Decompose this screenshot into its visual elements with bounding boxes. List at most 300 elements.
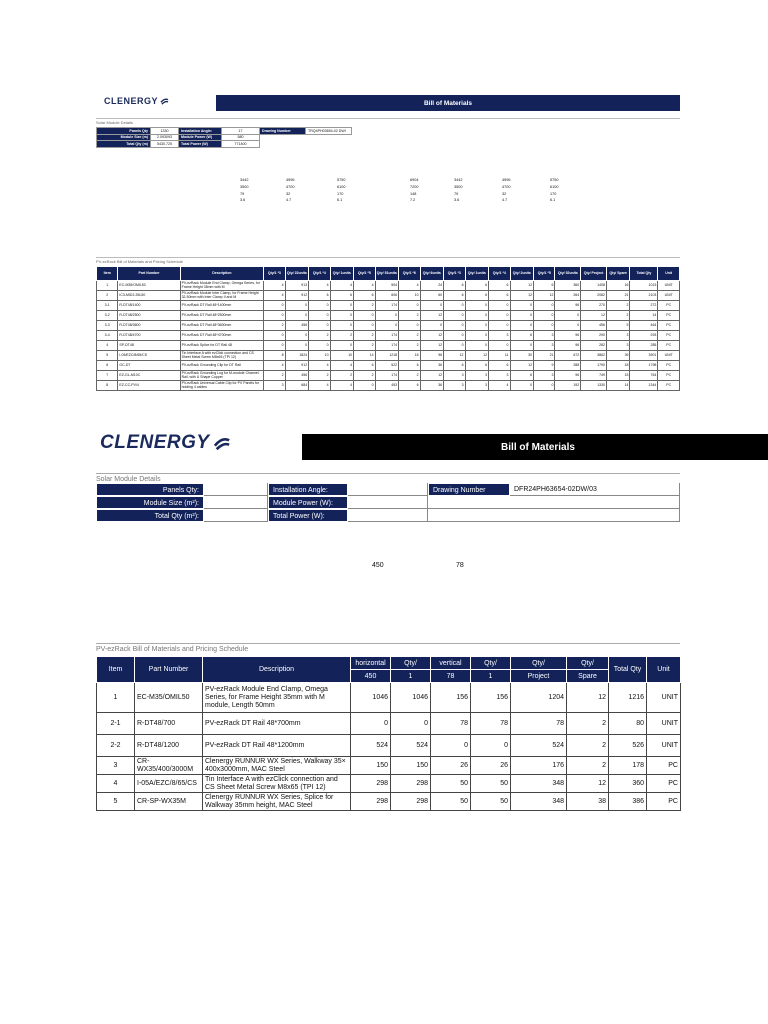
- column-header: Qty/1 *3: [444, 267, 465, 281]
- table-cell: 3901: [630, 351, 658, 361]
- table-cell: 6: [354, 361, 375, 371]
- table-cell: 2: [354, 341, 375, 351]
- table-cell: EC-M35/OMIL50: [118, 281, 180, 291]
- table-cell: 0: [555, 321, 581, 331]
- table-cell: 0: [420, 301, 444, 311]
- drawing-number-value: DFR24PH63654-02DW/03: [510, 483, 680, 496]
- table-cell: 672: [555, 351, 581, 361]
- table-cell: 6: [399, 381, 420, 391]
- table-cell: 12: [444, 351, 465, 361]
- table-cell: 0: [534, 301, 555, 311]
- table-cell: 4: [309, 281, 330, 291]
- value-cell: 4700: [286, 184, 295, 189]
- column-subheader: 1: [391, 670, 431, 683]
- table-cell: 36: [420, 361, 444, 371]
- table-cell: 0: [471, 735, 511, 757]
- table-cell: 0: [465, 321, 489, 331]
- panels-qty-label: Panels Qty:: [96, 483, 204, 496]
- total-qty-label: Total Qty (m²):: [96, 509, 204, 522]
- table-cell: 0: [264, 311, 285, 321]
- table-cell: 1824: [285, 351, 309, 361]
- table-cell: 1790: [581, 361, 607, 371]
- table-cell: 78: [511, 713, 567, 735]
- value-cell: 6100: [337, 184, 346, 189]
- table-cell: R-DT48/3600: [118, 321, 180, 331]
- table-cell: PV-ezRack DT Rail 48*4700mm: [180, 331, 264, 341]
- table-cell: 12: [420, 341, 444, 351]
- column-header: Qty/: [391, 657, 431, 670]
- table-cell: 21: [606, 291, 630, 301]
- table-cell: 0: [354, 381, 375, 391]
- table-cell: 2: [354, 371, 375, 381]
- table-cell: PV-ezRack DT Rail 48*2500mm: [180, 311, 264, 321]
- table-row: [97, 301, 680, 311]
- table-cell: 1046: [351, 683, 391, 713]
- table-row: [97, 683, 681, 713]
- column-subheader: Project: [511, 670, 567, 683]
- table-cell: R-DT48/4700: [118, 331, 180, 341]
- table-cell: 386: [609, 793, 647, 811]
- table-cell: 1408: [581, 281, 607, 291]
- table-cell: 0: [309, 311, 330, 321]
- value-cell: 6.1: [337, 198, 343, 203]
- table-row: [97, 351, 680, 361]
- table-cell: 4: [309, 361, 330, 371]
- table-cell: 0: [534, 311, 555, 321]
- column-header: Qty/ 2units: [510, 267, 534, 281]
- table-cell: 1: [97, 683, 135, 713]
- value-cell: 5750: [550, 178, 559, 182]
- table-cell: 10: [399, 291, 420, 301]
- table-cell: 50: [471, 775, 511, 793]
- table-cell: 0: [285, 301, 309, 311]
- bom-sheet-small: [96, 94, 680, 424]
- table-cell: 38: [567, 793, 609, 811]
- table-cell: 2: [606, 311, 630, 321]
- table-cell: PV-ezRack Grounding Lug for M-module Channel Rail, with U Shape Copper: [180, 371, 264, 381]
- table-cell: 360: [555, 281, 581, 291]
- total-power-label: Total Power (W):: [268, 509, 348, 522]
- table-cell: CR-SP-WX35M: [135, 793, 203, 811]
- horizontal-count: 450: [372, 562, 384, 569]
- table-cell: PV-ezRack DT Rail 48*700mm: [203, 713, 351, 735]
- table-row: [97, 331, 680, 341]
- module-power-label: Module Power (W):: [268, 496, 348, 509]
- table-cell: 0: [264, 331, 285, 341]
- table-cell: 12: [465, 351, 489, 361]
- table-row: [97, 311, 680, 321]
- table-cell: R-DT48/1200: [135, 735, 203, 757]
- module-size-label: Module Size (m): [97, 134, 151, 141]
- table-cell: 2: [399, 371, 420, 381]
- table-cell: 96: [555, 301, 581, 311]
- table-cell: 60: [420, 291, 444, 301]
- table-cell: 1344: [630, 381, 658, 391]
- table-cell: EZ-GL-M10C: [118, 371, 180, 381]
- table-row: [97, 713, 681, 735]
- table-row: [97, 757, 681, 775]
- table-cell: 3: [534, 331, 555, 341]
- drawing-number-label: Drawing Number: [260, 128, 306, 135]
- table-cell: 0: [309, 341, 330, 351]
- table-cell: R-DT48/2500: [118, 311, 180, 321]
- table-row: [97, 341, 680, 351]
- table-cell: 16: [399, 351, 420, 361]
- column-header: Qty/ Project: [581, 267, 607, 281]
- table-cell: 174: [375, 331, 399, 341]
- table-cell: EC-M35/OMIL50: [135, 683, 203, 713]
- table-cell: 3: [264, 381, 285, 391]
- value-column: [502, 177, 510, 204]
- table-cell: 36: [420, 381, 444, 391]
- table-cell: 526: [609, 735, 647, 757]
- table-cell: PV-ezRack Grounding Clip for DT Rail: [180, 361, 264, 371]
- table-cell: 504: [375, 281, 399, 291]
- table-cell: 0: [510, 321, 534, 331]
- table-cell: 150: [391, 757, 431, 775]
- table-cell: 2: [399, 331, 420, 341]
- table-cell: PV-ezRack DT Rail 48*3600mm: [180, 321, 264, 331]
- table-cell: 288: [555, 361, 581, 371]
- value-column: [410, 177, 418, 204]
- total-power-label: Total Power (W): [179, 141, 222, 148]
- table-cell: 12: [567, 775, 609, 793]
- table-cell: 30: [510, 351, 534, 361]
- table-cell: 1330: [581, 381, 607, 391]
- module-power-label: Module Power (W): [179, 134, 222, 141]
- table-cell: 0: [309, 321, 330, 331]
- column-header: Unit: [658, 267, 680, 281]
- table-cell: 12: [420, 331, 444, 341]
- table-cell: 178: [609, 757, 647, 775]
- table-cell: PV-ezRack Module End Clamp, Omega Series, for Frame Height 35mm with M: [180, 281, 264, 291]
- value-cell: 170: [550, 191, 557, 196]
- table-cell: 12: [510, 281, 534, 291]
- table-cell: 298: [351, 793, 391, 811]
- table-cell: 1798: [630, 361, 658, 371]
- table-cell: 2: [567, 735, 609, 757]
- logo-swoosh-icon: [213, 435, 231, 451]
- bom-table-large: [96, 656, 681, 811]
- table-cell: 3-3: [97, 321, 118, 331]
- table-cell: 2: [264, 321, 285, 331]
- table-cell: 6: [489, 361, 510, 371]
- total-qty-value: 5430.725: [151, 141, 179, 148]
- value-cell: 32: [286, 191, 291, 196]
- table-cell: 0: [465, 331, 489, 341]
- table-cell: 264: [555, 291, 581, 301]
- table-cell: 0: [330, 311, 354, 321]
- table-cell: 11: [489, 351, 510, 361]
- table-cell: 4: [264, 281, 285, 291]
- table-cell: 150: [351, 757, 391, 775]
- table-cell: 6: [465, 291, 489, 301]
- table-cell: UNIT: [647, 735, 681, 757]
- table-cell: 3: [489, 371, 510, 381]
- table-cell: PV-ezRack Module Inter Clamp, for Frame Height 32-50mm with Inter Clamp II and M: [180, 291, 264, 301]
- table-cell: 2: [399, 341, 420, 351]
- value-cell: 6.1: [550, 198, 556, 203]
- table-cell: 3-2: [97, 311, 118, 321]
- table-cell: 0: [465, 301, 489, 311]
- module-size-label: Module Size (m²):: [96, 496, 204, 509]
- column-header: Qty/1 *5: [534, 267, 555, 281]
- table-cell: 96: [555, 331, 581, 341]
- table-cell: 524: [351, 735, 391, 757]
- table-cell: 12: [567, 683, 609, 713]
- table-cell: 0: [510, 301, 534, 311]
- table-cell: 8: [97, 381, 118, 391]
- table-cell: 1013: [630, 281, 658, 291]
- table-cell: 6: [489, 291, 510, 301]
- column-header: Part Number: [135, 657, 203, 683]
- table-cell: 6: [330, 291, 354, 301]
- table-cell: 684: [285, 381, 309, 391]
- table-cell: UNIT: [658, 291, 680, 301]
- table-cell: 0: [264, 341, 285, 351]
- table-cell: 298: [391, 775, 431, 793]
- table-cell: 749: [581, 371, 607, 381]
- value-cell: 3442: [454, 178, 463, 182]
- table-cell: 6: [510, 331, 534, 341]
- table-cell: PC: [658, 381, 680, 391]
- table-cell: 10: [309, 351, 330, 361]
- table-cell: 5: [606, 321, 630, 331]
- table-cell: 3: [606, 331, 630, 341]
- column-header: Total Qty: [609, 657, 647, 683]
- table-cell: 16: [606, 281, 630, 291]
- column-header: Qty/1 *4: [489, 267, 510, 281]
- table-cell: 96: [555, 341, 581, 351]
- clenergy-logo: [104, 96, 169, 106]
- table-cell: 2: [330, 331, 354, 341]
- value-column: [240, 177, 248, 204]
- table-cell: 0: [285, 331, 309, 341]
- table-cell: 174: [375, 301, 399, 311]
- angle-value: 17: [222, 128, 260, 135]
- table-cell: 3: [97, 757, 135, 775]
- column-header: Qty/: [471, 657, 511, 670]
- table-cell: PC: [647, 793, 681, 811]
- table-cell: 0: [420, 321, 444, 331]
- table-cell: 348: [511, 793, 567, 811]
- table-cell: PV-ezRack Module End Clamp, Omega Series, for Frame Height 35mm with M module, Length 50mm: [203, 683, 351, 713]
- column-header: Item: [97, 657, 135, 683]
- value-cell: 7.2: [410, 198, 416, 203]
- table-cell: 348: [511, 775, 567, 793]
- table-cell: 6: [444, 281, 465, 291]
- table-cell: 2-2: [97, 735, 135, 757]
- table-cell: EZ-CC-PV/4: [118, 381, 180, 391]
- table-cell: 96: [420, 351, 444, 361]
- column-header: Qty/1 *3: [264, 267, 285, 281]
- table-cell: 78: [471, 713, 511, 735]
- table-cell: 0: [330, 301, 354, 311]
- table-cell: PC: [658, 341, 680, 351]
- column-header: Qty/ 22units: [285, 267, 309, 281]
- section-label-module: Solar Module Details: [96, 473, 680, 483]
- drawing-number-label: Drawing Number: [428, 483, 510, 496]
- table-cell: 12: [510, 291, 534, 301]
- column-header: Item: [97, 267, 118, 281]
- table-cell: 0: [489, 321, 510, 331]
- table-cell: 2082: [581, 291, 607, 301]
- column-header: Description: [180, 267, 264, 281]
- table-cell: 14: [354, 351, 375, 361]
- value-cell: 4596: [286, 178, 295, 182]
- column-header: Qty/ Spare: [606, 267, 630, 281]
- table-cell: UNIT: [658, 281, 680, 291]
- table-cell: 6: [510, 371, 534, 381]
- clenergy-logo: [100, 432, 231, 454]
- table-row: [97, 735, 681, 757]
- module-details-table: [96, 483, 680, 525]
- table-cell: 4: [264, 361, 285, 371]
- table-cell: 0: [510, 341, 534, 351]
- table-cell: 293: [630, 331, 658, 341]
- total-qty-label: Total Qty (m): [97, 141, 151, 148]
- column-subheader: Spare: [567, 670, 609, 683]
- table-cell: 2: [309, 331, 330, 341]
- blank-cell: [428, 496, 680, 509]
- table-cell: 0: [391, 713, 431, 735]
- column-header: Qty/ 6units: [420, 267, 444, 281]
- table-cell: 9: [534, 361, 555, 371]
- panels-qty-label: Panels Qty: [97, 128, 151, 135]
- table-cell: 6: [309, 291, 330, 301]
- column-subheader: 450: [351, 670, 391, 683]
- table-cell: 4: [264, 291, 285, 301]
- table-cell: 0: [444, 321, 465, 331]
- table-cell: 2: [309, 371, 330, 381]
- table-cell: 912: [285, 291, 309, 301]
- table-cell: 192: [555, 381, 581, 391]
- table-cell: 456: [285, 371, 309, 381]
- value-cell: 3442: [240, 178, 249, 182]
- table-cell: 26: [431, 757, 471, 775]
- table-row: [97, 793, 681, 811]
- table-cell: Clenergy RUNNUR WX Series, Splice for Walkway 35mm height, MAC Steel: [203, 793, 351, 811]
- table-cell: 4: [330, 361, 354, 371]
- value-cell: 5750: [337, 178, 346, 182]
- bom-table-small: [96, 266, 680, 391]
- table-cell: 0: [375, 321, 399, 331]
- spacer-area: [96, 524, 680, 644]
- table-cell: 290: [581, 331, 607, 341]
- column-header: Qty/ 52units: [555, 267, 581, 281]
- table-cell: 2: [264, 371, 285, 381]
- value-cell: 3.6: [240, 198, 246, 203]
- table-cell: 0: [465, 341, 489, 351]
- table-cell: 24: [420, 281, 444, 291]
- table-cell: 2: [567, 757, 609, 775]
- table-cell: 0: [354, 311, 375, 321]
- table-cell: 453: [375, 381, 399, 391]
- table-cell: 3862: [581, 351, 607, 361]
- table-cell: R-DT48/700: [135, 713, 203, 735]
- table-cell: 3: [465, 371, 489, 381]
- table-cell: 14: [630, 311, 658, 321]
- table-row: [97, 361, 680, 371]
- table-cell: 12: [420, 311, 444, 321]
- column-subheader: 1: [471, 670, 511, 683]
- module-power-value: 580: [222, 134, 260, 141]
- table-cell: 1218: [375, 351, 399, 361]
- column-header: Qty/: [511, 657, 567, 670]
- bom-sheet-large: [96, 431, 680, 817]
- table-cell: 6: [354, 291, 375, 301]
- table-cell: 1204: [511, 683, 567, 713]
- table-cell: 0: [264, 301, 285, 311]
- table-cell: R-DT48/1400: [118, 301, 180, 311]
- table-cell: 5: [97, 351, 118, 361]
- table-cell: 5: [97, 793, 135, 811]
- table-cell: 156: [431, 683, 471, 713]
- dimension-values: [96, 177, 680, 207]
- table-cell: 6: [489, 281, 510, 291]
- logo-text: CLENERGY: [104, 96, 159, 106]
- module-size-value: [204, 496, 268, 509]
- table-cell: 26: [471, 757, 511, 775]
- table-cell: 10: [330, 351, 354, 361]
- table-cell: 1216: [609, 683, 647, 713]
- table-cell: 0: [444, 301, 465, 311]
- table-cell: 2103: [630, 291, 658, 301]
- table-cell: 18: [606, 361, 630, 371]
- table-row: [97, 371, 680, 381]
- table-cell: IC3-MID2-35L50: [118, 291, 180, 301]
- table-cell: PC: [658, 321, 680, 331]
- value-cell: 3500: [454, 184, 463, 189]
- table-cell: 0: [354, 321, 375, 331]
- table-cell: 6: [444, 291, 465, 301]
- column-header: Qty/1 *5: [354, 267, 375, 281]
- table-cell: 6: [465, 281, 489, 291]
- value-cell: 7200: [410, 184, 419, 189]
- table-cell: 12: [420, 371, 444, 381]
- table-cell: 4: [489, 381, 510, 391]
- table-cell: 96: [555, 371, 581, 381]
- value-cell: 79: [240, 191, 245, 196]
- table-cell: 0: [534, 321, 555, 331]
- table-cell: 6: [534, 281, 555, 291]
- table-cell: CR-WX35/400/3000M: [135, 757, 203, 775]
- table-cell: 15: [606, 371, 630, 381]
- table-cell: 298: [391, 793, 431, 811]
- table-cell: PV-ezRack Splice for DT Rail 48: [180, 341, 264, 351]
- table-cell: 522: [375, 361, 399, 371]
- column-header: horizontal: [351, 657, 391, 670]
- table-cell: PC: [658, 361, 680, 371]
- total-power-value: 771400: [222, 141, 260, 148]
- table-cell: 14: [606, 381, 630, 391]
- table-cell: 0: [431, 735, 471, 757]
- table-cell: UNIT: [647, 683, 681, 713]
- value-cell: 32: [502, 191, 507, 196]
- page-title: Bill of Materials: [216, 95, 680, 111]
- column-subheader: 78: [431, 670, 471, 683]
- table-cell: 2-1: [97, 713, 135, 735]
- table-cell: PV-ezRack Universal Cable Clip for PV Panels for holding 4 cables: [180, 381, 264, 391]
- table-cell: 4: [330, 381, 354, 391]
- table-cell: PC: [658, 301, 680, 311]
- table-cell: 285: [630, 341, 658, 351]
- table-cell: 3: [444, 371, 465, 381]
- table-cell: 50: [431, 793, 471, 811]
- table-cell: 456: [581, 321, 607, 331]
- total-qty-value: [204, 509, 268, 522]
- column-header: Qty/ 1units: [330, 267, 354, 281]
